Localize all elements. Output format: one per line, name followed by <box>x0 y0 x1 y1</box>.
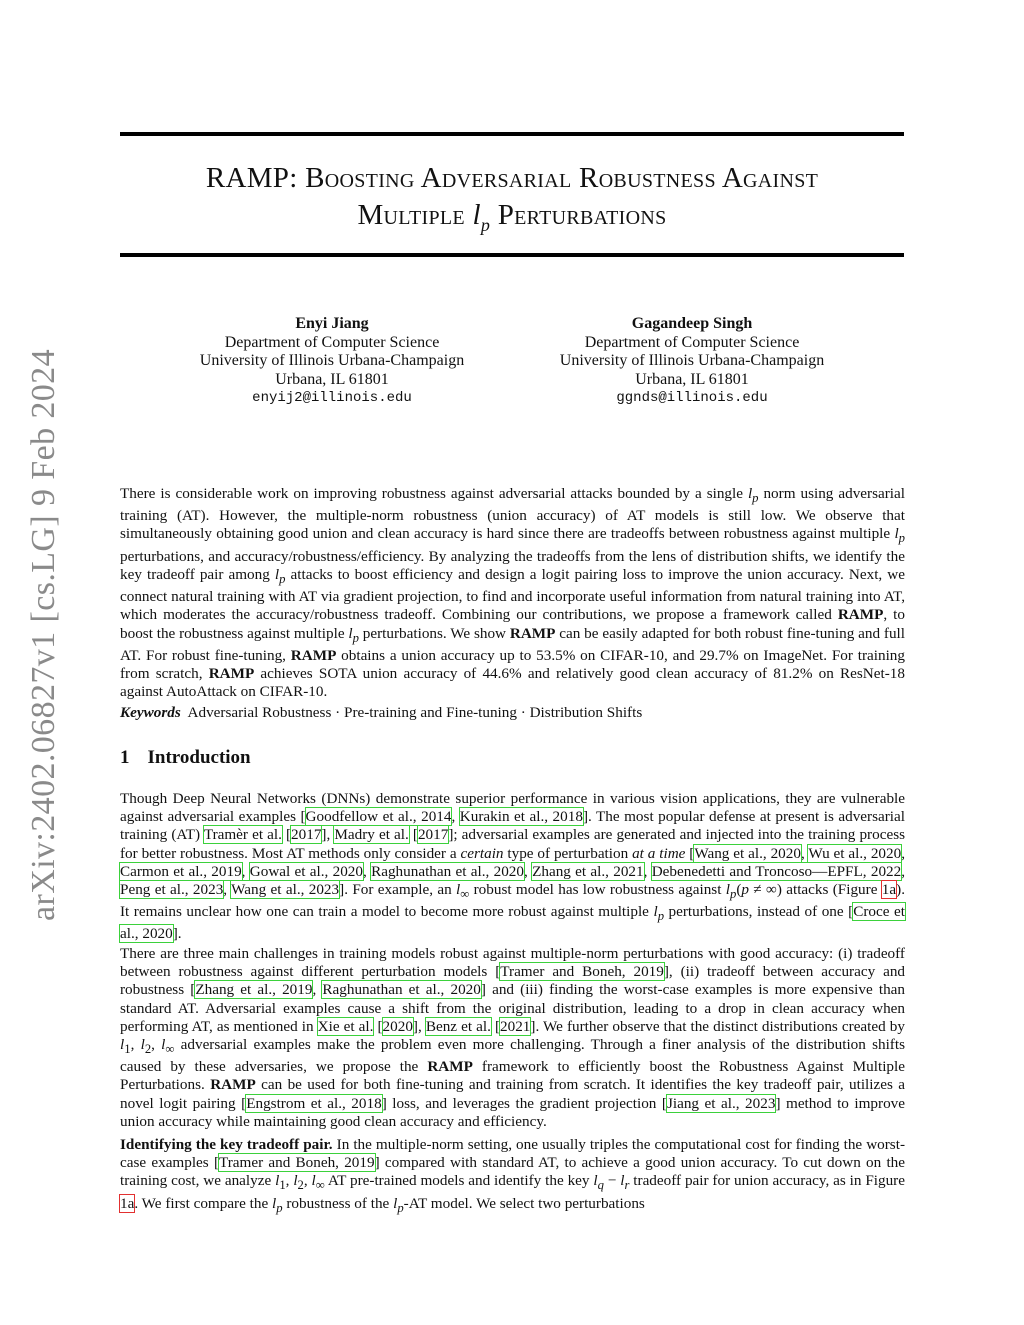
paper-title <box>120 160 904 244</box>
author-2 <box>522 315 862 408</box>
section-number: 1 <box>120 747 130 768</box>
citation[interactable]: Croce et al., 2020 <box>120 903 905 943</box>
citation[interactable]: Benz et al. <box>425 1017 491 1035</box>
author-city: Urbana, IL 61801 <box>275 370 389 388</box>
title-line-1: RAMP: Boosting Adversarial Robustness Against <box>205 162 819 194</box>
intro-paragraph-3: Identifying the key tradeoff pair. In the multiple-norm setting, one usually triples the computational cost for finding the worst-case examples [Tramer and Boneh, 2019] compared with standard AT, to achieve a good union accuracy. To cut down on the training cost, we analyze $l_1$, $l_2$, $l_\infty$ AT pre-trained models and identify the key $l_q - l_r$ tradeoff pair for union accuracy, as in Figure 1a. We first compare the $l_p$ robustness of the $l_p-AT$ model. We select two perturbations <box>120 1136 906 1215</box>
citation[interactable]: Madry et al. <box>334 826 409 844</box>
citation[interactable]: Wu et al., 2020 <box>808 844 902 862</box>
citation[interactable]: Goodfellow et al., 2014 <box>305 808 452 826</box>
citation[interactable]: Gowal et al., 2020 <box>249 862 363 880</box>
figure-ref[interactable]: 1a <box>881 881 897 899</box>
title-bottom-rule <box>120 253 904 257</box>
citation[interactable]: Wang et al., 2023 <box>231 881 340 899</box>
author-dept: Department of Computer Science <box>224 333 440 351</box>
author-dept: Department of Computer Science <box>584 333 800 351</box>
figure-ref[interactable]: 1a <box>120 1194 135 1212</box>
citation[interactable]: Peng et al., 2023 <box>120 881 224 899</box>
arxiv-stamp: arXiv:2402.06827v1 [cs.LG] 9 Feb 2024 <box>25 349 62 921</box>
author-email[interactable]: enyij2@illinois.edu <box>252 390 412 406</box>
citation[interactable]: Carmon et al., 2019 <box>120 862 242 880</box>
citation[interactable]: Tramer and Boneh, 2019 <box>500 963 664 981</box>
citation[interactable]: Engstrom et al., 2018 <box>246 1094 382 1112</box>
author-city: Urbana, IL 61801 <box>635 370 749 388</box>
author-name: Gagandeep Singh <box>631 315 753 332</box>
citation[interactable]: Debenedetti and Troncoso—EPFL, 2022 <box>651 862 902 880</box>
author-name: Enyi Jiang <box>295 315 369 332</box>
ramp-name: RAMP <box>837 606 884 624</box>
citation[interactable]: Xie et al. <box>317 1017 374 1035</box>
author-univ: University of Illinois Urbana-Champaign <box>199 352 465 369</box>
section-heading <box>120 747 269 769</box>
citation[interactable]: Zhang et al., 2019 <box>195 981 313 999</box>
citation[interactable]: Tramer and Boneh, 2019 <box>219 1154 375 1172</box>
paragraph-heading: Identifying the key tradeoff pair. <box>120 1136 333 1153</box>
citation[interactable]: Zhang et al., 2021 <box>532 862 644 880</box>
citation[interactable]: Raghunathan et al., 2020 <box>371 862 524 880</box>
citation[interactable]: Jiang et al., 2023 <box>666 1094 776 1112</box>
keywords-label: Keywords <box>120 704 181 721</box>
title-line-2: Multiple $l_p$ Perturbations <box>357 199 667 235</box>
citation[interactable]: Wang et al., 2020 <box>694 844 801 862</box>
author-email[interactable]: ggnds@illinois.edu <box>616 390 768 406</box>
citation[interactable]: Raghunathan et al., 2020 <box>322 981 481 999</box>
acronym-expansion: Robustness Against Multiple Perturbations <box>120 1058 905 1094</box>
section-title: Introduction <box>147 747 251 768</box>
citation[interactable]: Tramèr et al. <box>203 826 282 844</box>
citation[interactable]: Kurakin et al., 2018 <box>459 808 583 826</box>
author-univ: University of Illinois Urbana-Champaign <box>559 352 825 369</box>
intro-paragraph-1: Though Deep Neural Networks (DNNs) demonstrate superior performance in various vision applications, they are vulnerable against adversarial examples [Goodfellow et al., 2014, Kurakin et al., 2018]. The most popular defense at present is adversarial training (AT) Tramèr et al. [2017], Madry et al. [2017]; adversarial examples are generated and injected into the training process for better robustness. Most AT methods only consider a certain type of perturbation at a time [Wang et al., 2020, Wu et al., 2020, Carmon et al., 2019, Gowal et al., 2020, Raghunathan et al., 2020, Zhang et al., 2021, Debenedetti and Troncoso—EPFL, 2022, Peng et al., 2023, Wang et al., 2023]. For example, an $l_\infty$ robust model has low robustness against $l_p(p$ ≠ ∞) attacks (Figure 1a). It remains unclear how one can train a model to become more robust against multiple $l_p$ perturbations, instead of one [Croce et al., 2020]. <box>120 790 906 943</box>
title-top-rule <box>120 132 904 136</box>
abstract: There is considerable work on improving robustness against adversarial attacks bounded by a single $l_p$ norm using adversarial training (AT). However, the multiple-norm robustness (union accuracy) of AT models is still low. We observe that simultaneously obtaining good union and clean accuracy is hard since there are tradeoffs between robustness against multiple $l_p$ perturbations, and accuracy/robustness/efficiency. By analyzing the tradeoffs from the lens of distribution shifts, we identify the key tradeoff pair among $l_p$ attacks to boost efficiency and design a logit pairing loss to improve the union accuracy. Next, we connect natural training with AT via gradient projection, to find and incorporate useful information from natural training into AT, which moderates the accuracy/robustness tradeoff. Combining our contributions, we propose a framework called RAMP, to boost the robustness against multiple $l_p$ perturbations. We show RAMP can be easily adapted for both robust fine-tuning and full AT. For robust fine-tuning, RAMP obtains a union accuracy up to 53.5% on CIFAR-10, and 29.7% on ImageNet. For training from scratch, RAMP achieves SOTA union accuracy of 44.6% and relatively good clean accuracy of 81.2% on ResNet-18 against AutoAttack on CIFAR-10. <box>120 485 905 701</box>
keywords <box>120 704 642 722</box>
keywords-text: Adversarial Robustness · Pre-training and Fine-tuning · Distribution Shifts <box>187 704 643 721</box>
author-1 <box>162 315 502 408</box>
intro-paragraph-2: There are three main challenges in training models robust against multiple-norm perturbations with good accuracy: (i) tradeoff between robustness against different perturbation models [Tramer and Boneh, 2019], (ii) tradeoff between accuracy and robustness [Zhang et al., 2019, Raghunathan et al., 2020] and (iii) finding the worst-case examples is more expensive than standard AT. Adversarial examples cause a shift from the original distribution, leading to a drop in clean accuracy when performing AT, as mentioned in Xie et al. [2020], Benz et al. [2021]. We further observe that the distinct distributions created by $l_1$, $l_2$, $l_\infty$ adversarial examples make the problem even more challenging. Through a finer analysis of the distribution shifts caused by these adversaries, we propose the RAMP framework to efficiently boost the Robustness Against Multiple Perturbations. RAMP can be used for both fine-tuning and training from scratch. It identifies the key tradeoff pair, utilizes a novel logit pairing [Engstrom et al., 2018] loss, and leverages the gradient projection [Jiang et al., 2023] method to improve union accuracy while maintaining good clean accuracy and efficiency. <box>120 945 906 1130</box>
